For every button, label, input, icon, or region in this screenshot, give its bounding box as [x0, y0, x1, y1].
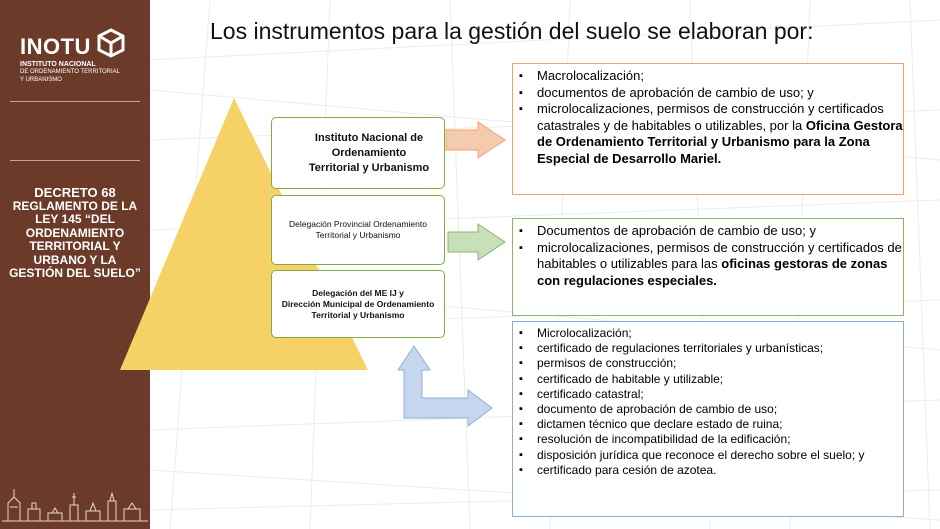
- logo-wordmark: INOTU: [20, 34, 91, 59]
- list-item: [513, 240, 903, 290]
- list-item-bold: oficinas gestoras de zonas con regulaciones especiales.: [537, 256, 888, 288]
- list-item: ▪ resolución de incompatibilidad de la edificación;: [513, 432, 903, 447]
- decree-description: REGLAMENTO DE LA LEY 145 “DEL ORDENAMIENTO TERRITORIAL Y URBANO Y LA GESTIÓN DEL SUELO”: [9, 198, 141, 280]
- list-item: ▪ certificado de habitable y utilizable;: [513, 372, 903, 387]
- arrow-to-box1: [446, 122, 505, 158]
- list-item: ▪ documento de aprobación de cambio de uso;: [513, 402, 903, 417]
- logo-subtitle-2: DE ORDENAMIENTO TERRITORIAL: [20, 69, 121, 75]
- list-item: ▪ certificado de regulaciones territoriales y urbanísticas;: [513, 341, 903, 356]
- list-item: ▪ certificado catastral;: [513, 387, 903, 402]
- list-item: ▪ Macrolocalización;: [513, 68, 903, 85]
- arrow-to-box3: [398, 346, 492, 426]
- list-item-text: microlocalizaciones, permisos de construcción y certificados catastrales y de habitables o utilizables, por la: [537, 101, 884, 133]
- list-item: ▪ disposición jurídica que reconoce el derecho sobre el suelo; y: [513, 448, 903, 463]
- decree-number: DECRETO 68: [34, 185, 116, 200]
- list-item: ▪ dictamen técnico que declare estado de ruina;: [513, 417, 903, 432]
- level-box-provincial: [271, 195, 445, 265]
- list-item: ▪ documentos de aprobación de cambio de uso; y: [513, 85, 903, 102]
- box-municipal-instruments: [512, 321, 904, 517]
- provincial-instruments-list: [513, 219, 903, 289]
- level-label-municipal-2: Dirección Municipal de Ordenamiento Territorial y Urbanismo: [281, 298, 435, 320]
- list-item: ▪ Microlocalización;: [513, 326, 903, 341]
- box-national-instruments: [512, 63, 904, 195]
- list-item: [513, 101, 903, 167]
- level-label-municipal-1: Delegación del ME IJ y: [312, 287, 404, 298]
- list-item-text: microlocalizaciones, permisos de construcción y certificados de habitables o utilizables para las: [537, 239, 902, 271]
- list-item: ▪ certificado para cesión de azotea.: [513, 463, 903, 478]
- page-title: Los instrumentos para la gestión del suelo se elaboran por:: [210, 18, 814, 44]
- level-label-provincial: Delegación Provincial Ordenamiento Territorial y Urbanismo: [289, 219, 427, 240]
- logo-subtitle-3: Y URBANISMO: [20, 77, 62, 83]
- municipal-instruments-list: [513, 322, 903, 478]
- national-instruments-list: [513, 64, 903, 167]
- logo-subtitle-1: INSTITUTO NACIONAL: [20, 61, 96, 68]
- list-item: ▪ Documentos de aprobación de cambio de uso; y: [513, 223, 903, 240]
- arrow-to-box2: [448, 224, 505, 260]
- box-provincial-instruments: [512, 218, 904, 316]
- list-item: ▪ permisos de construcción;: [513, 356, 903, 371]
- list-item-bold: Oficina Gestora de Ordenamiento Territorial y Urbanismo para la Zona Especial de Desarrollo Mariel.: [537, 117, 903, 166]
- level-box-national: [271, 117, 445, 189]
- level-label-national: Instituto Nacional de Ordenamiento Territorial y Urbanismo: [308, 131, 430, 174]
- level-box-municipal: [271, 270, 445, 338]
